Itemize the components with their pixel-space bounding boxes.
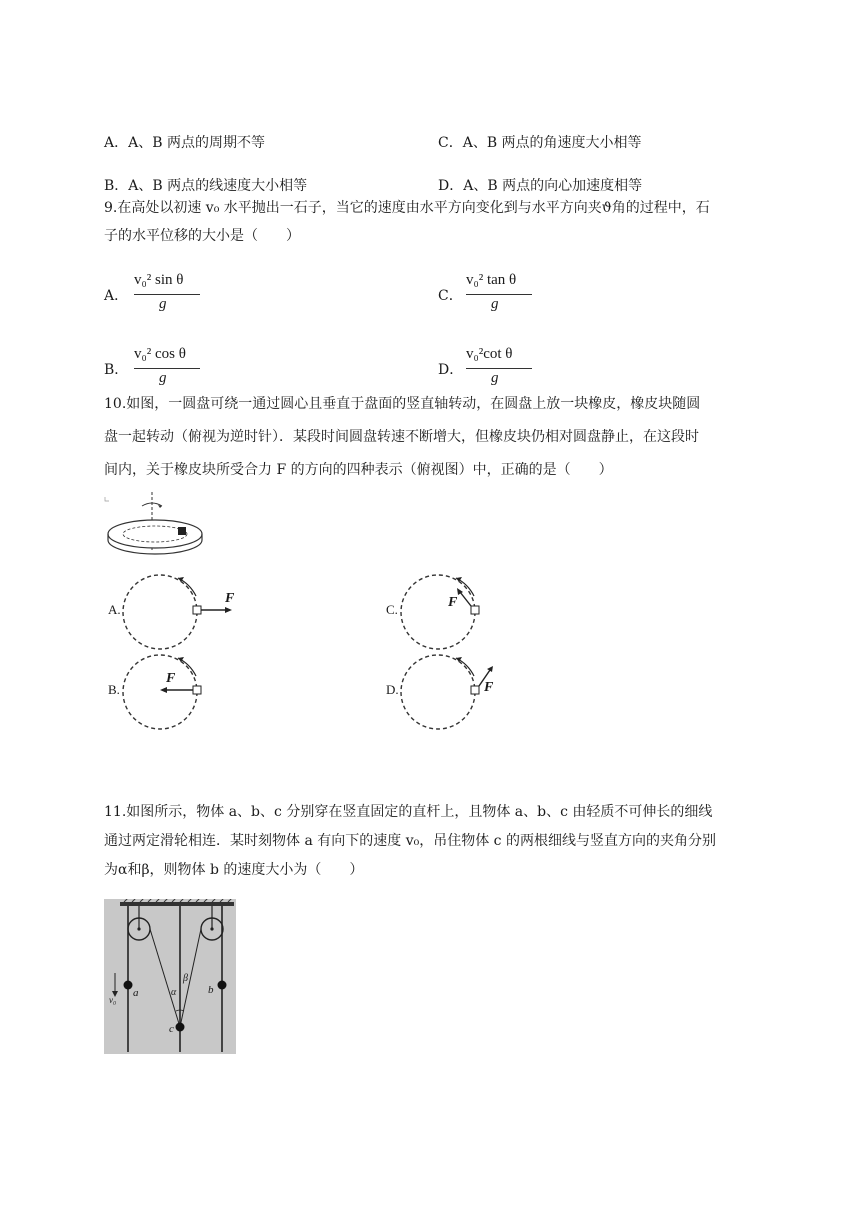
q8-option-a: A．A、B 两点的周期不等 (104, 135, 265, 151)
q10-option-b-force-label: F (166, 671, 176, 686)
rotating-disk-figure (100, 490, 210, 560)
q9-option-c-label: C． (438, 288, 463, 304)
q10-option-c-label: C. (386, 602, 398, 617)
q8-option-b: B．A、B 两点的线速度大小相等 (104, 178, 308, 194)
q11-stem-line1: 11.如图所示，物体 a、b、c 分别穿在竖直固定的直杆上，且物体 a、b、c 由轻质不可伸长的细线 (104, 804, 713, 820)
q9-stem-line2: 子的水平位移的大小是（ ） (104, 228, 300, 244)
q9-option-a-denominator: g (159, 296, 167, 312)
fraction-bar (134, 368, 200, 369)
mass-c-label: c (169, 1023, 174, 1035)
q10-option-c-force-label: F (448, 595, 458, 610)
q8-option-d: D．A、B 两点的向心加速度相等 (438, 178, 643, 194)
q9-option-d-label: D． (438, 362, 464, 378)
q9-option-b-denominator: g (159, 370, 167, 386)
paragraph-mark (104, 496, 110, 502)
q11-stem-line2: 通过两定滑轮相连．某时刻物体 a 有向下的速度 v₀，吊住物体 c 的两根细线与竖直方向的夹角分别 (104, 833, 716, 849)
q10-option-b-diagram (120, 652, 250, 732)
q8-option-c: C．A、B 两点的角速度大小相等 (438, 135, 642, 151)
velocity-v0-label: v₀ (109, 995, 117, 1005)
q10-option-b-label: B. (108, 682, 120, 697)
q9-option-a-numerator: v₀² sin θ (134, 272, 184, 288)
q10-option-a-force-label: F (225, 591, 235, 606)
q11-stem-line3: 为α和β，则物体 b 的速度大小为（ ） (104, 862, 364, 878)
q9-stem-line1: 9.在高处以初速 v₀ 水平抛出一石子，当它的速度由水平方向变化到与水平方向夹ϑ角的过程中，石 (104, 200, 710, 216)
q9-option-c-denominator: g (491, 296, 499, 312)
mass-b-label: b (208, 984, 214, 996)
angle-beta-label: β (183, 973, 188, 984)
q9-option-a-label: A． (104, 288, 129, 304)
q9-option-b-label: B． (104, 362, 129, 378)
q9-option-b-numerator: v₀² cos θ (134, 346, 186, 362)
pulley-figure (104, 899, 236, 1054)
q10-stem-line1: 10.如图，一圆盘可绕一通过圆心且垂直于盘面的竖直轴转动，在圆盘上放一块橡皮，橡皮块随圆 (104, 396, 701, 412)
q10-option-d-diagram (398, 652, 528, 732)
fraction-bar (466, 368, 532, 369)
q9-option-d-denominator: g (491, 370, 499, 386)
q9-option-d-numerator: v₀²cot θ (466, 346, 513, 362)
fraction-bar (466, 294, 532, 295)
q10-stem-line3: 间内，关于橡皮块所受合力 F 的方向的四种表示（俯视图）中，正确的是（ ） (104, 462, 613, 478)
fraction-bar (134, 294, 200, 295)
q9-option-c-numerator: v₀² tan θ (466, 272, 517, 288)
q10-option-a-label: A. (108, 602, 121, 617)
q10-stem-line2: 盘一起转动（俯视为逆时针）．某段时间圆盘转速不断增大，但橡皮块仍相对圆盘静止，在这段时 (104, 429, 699, 445)
angle-alpha-label: α (171, 987, 177, 998)
mass-a-label: a (133, 987, 139, 999)
q10-option-d-force-label: F (484, 680, 494, 695)
q10-option-c-diagram (398, 572, 528, 652)
q10-option-d-label: D. (386, 682, 399, 697)
q10-option-a-diagram (120, 572, 250, 652)
